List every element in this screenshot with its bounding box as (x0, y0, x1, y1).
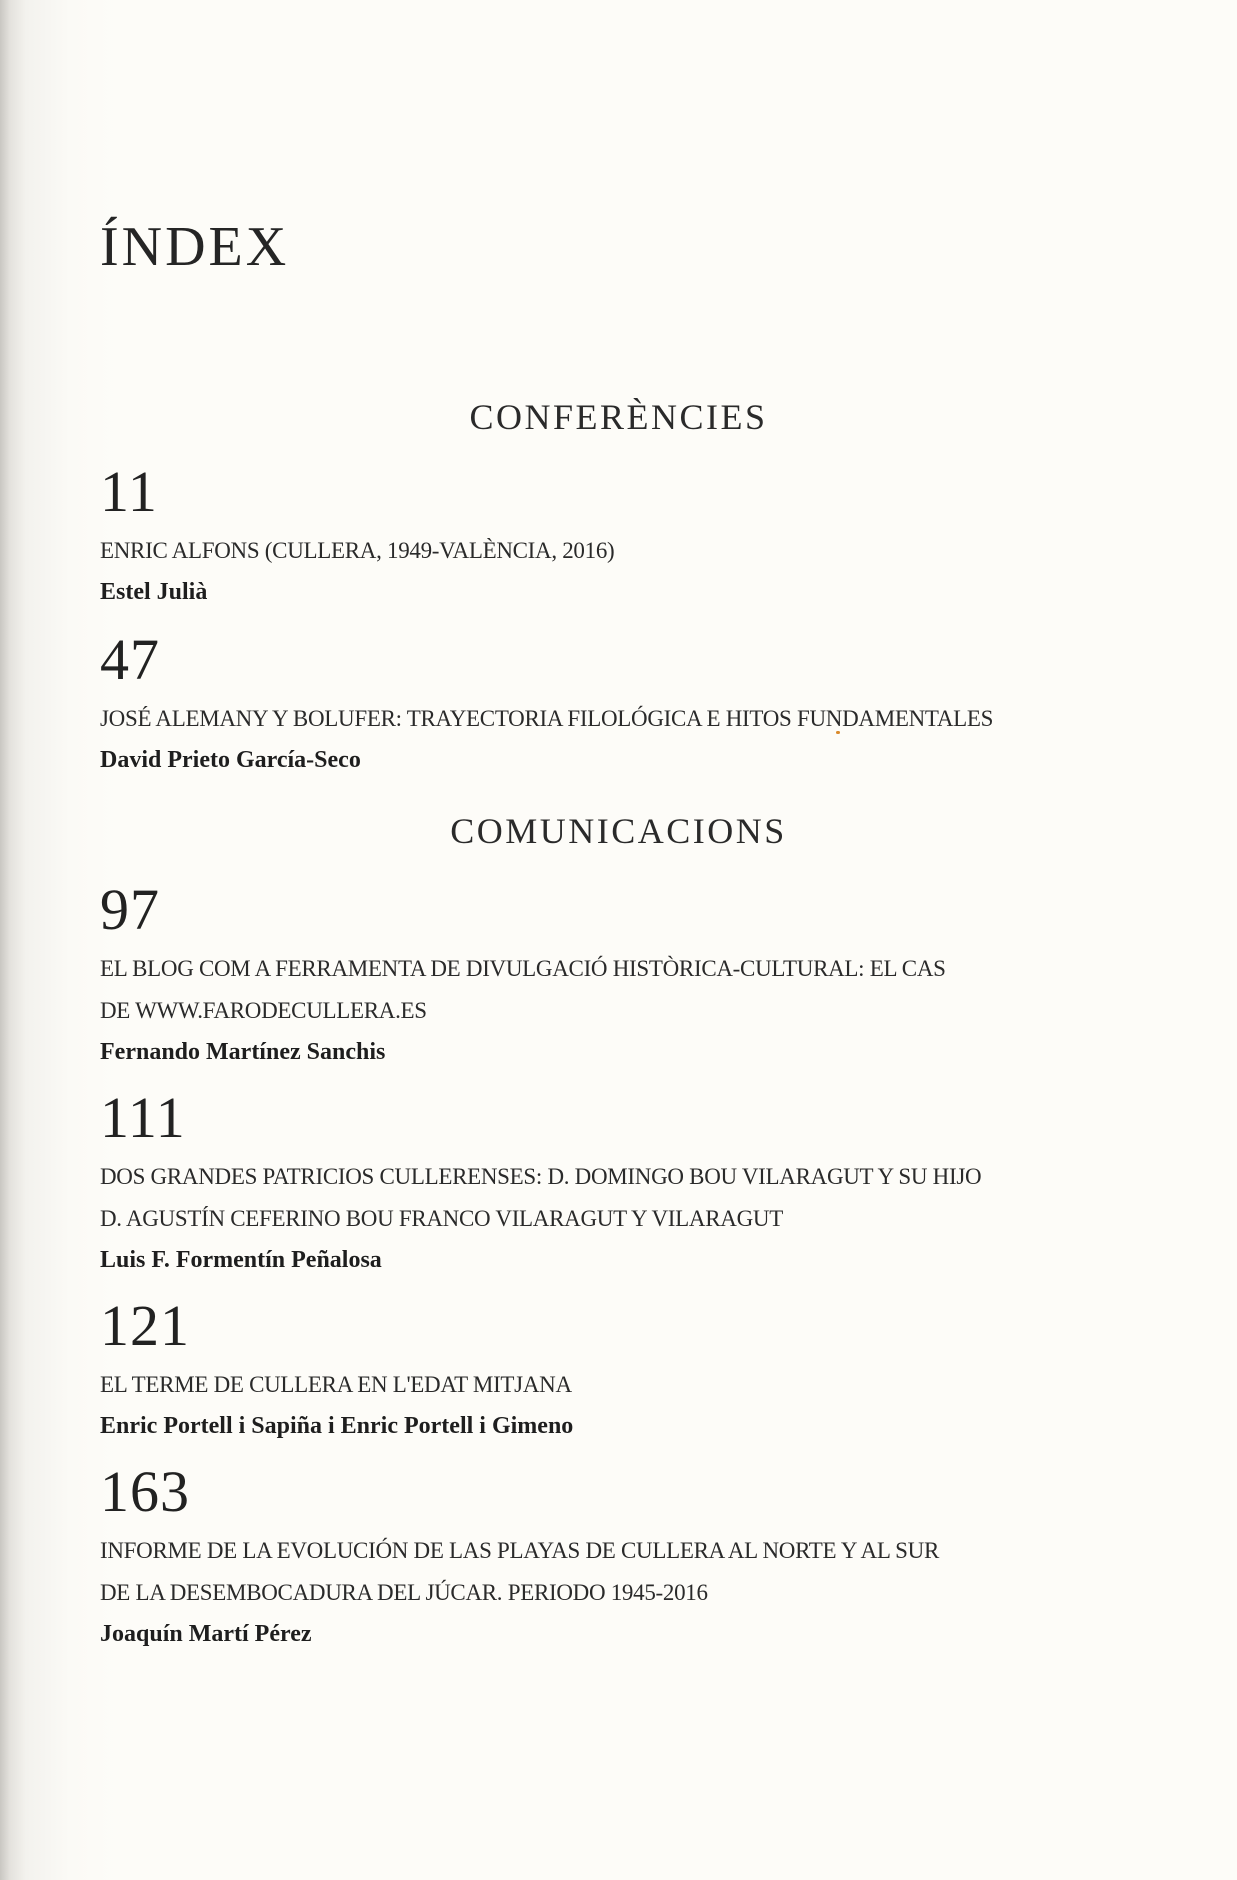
entry-title-line: ENRIC ALFONS (CULLERA, 1949-VALÈNCIA, 2016) (100, 538, 615, 563)
entry-title-line: JOSÉ ALEMANY Y BOLUFER: TRAYECTORIA FILOLÓGICA E HITOS FUNDAMENTALES (100, 706, 994, 731)
entry-title-line: DE WWW.FARODECULLERA.ES (100, 998, 427, 1023)
entry-author: Enric Portell i Sapiña i Enric Portell i Gimeno (100, 1413, 574, 1439)
toc-entry (100, 1085, 1060, 1280)
entry-page-number: 47 (100, 627, 160, 692)
entry-page-number: 11 (100, 459, 158, 524)
entry-title-line: DOS GRANDES PATRICIOS CULLERENSES: D. DOMINGO BOU VILARAGUT Y SU HIJO (100, 1164, 982, 1189)
entry-title-line: DE LA DESEMBOCADURA DEL JÚCAR. PERIODO 1945-2016 (100, 1580, 708, 1605)
entry-title-line: EL BLOG COM A FERRAMENTA DE DIVULGACIÓ HISTÒRICA-CULTURAL: EL CAS (100, 956, 946, 981)
entry-page-number: 163 (100, 1459, 190, 1524)
entry-author: Joaquín Martí Pérez (100, 1621, 312, 1647)
entry-author: David Prieto García-Seco (100, 747, 361, 773)
entry-title-line: INFORME DE LA EVOLUCIÓN DE LAS PLAYAS DE CULLERA AL NORTE Y AL SUR (100, 1538, 940, 1563)
section-title-conferencies: CONFERÈNCIES (469, 397, 768, 437)
toc-entry (100, 1459, 1060, 1654)
entry-author: Estel Julià (100, 579, 208, 605)
section-title-comunicacions: COMUNICACIONS (450, 811, 787, 851)
toc-entry (100, 627, 1060, 780)
ink-speck (836, 731, 840, 734)
toc-entry (100, 877, 1060, 1072)
toc-entry (100, 459, 1060, 612)
toc-entry (100, 1293, 1060, 1446)
entry-page-number: 121 (100, 1293, 190, 1358)
entry-author: Fernando Martínez Sanchis (100, 1039, 386, 1065)
entry-page-number: 111 (100, 1085, 186, 1150)
entry-page-number: 97 (100, 877, 160, 942)
entry-title-line: D. AGUSTÍN CEFERINO BOU FRANCO VILARAGUT Y VILARAGUT (100, 1206, 783, 1231)
index-heading: ÍNDEX (100, 216, 290, 278)
entry-author: Luis F. Formentín Peñalosa (100, 1247, 382, 1273)
entry-title-line: EL TERME DE CULLERA EN L'EDAT MITJANA (100, 1372, 572, 1397)
